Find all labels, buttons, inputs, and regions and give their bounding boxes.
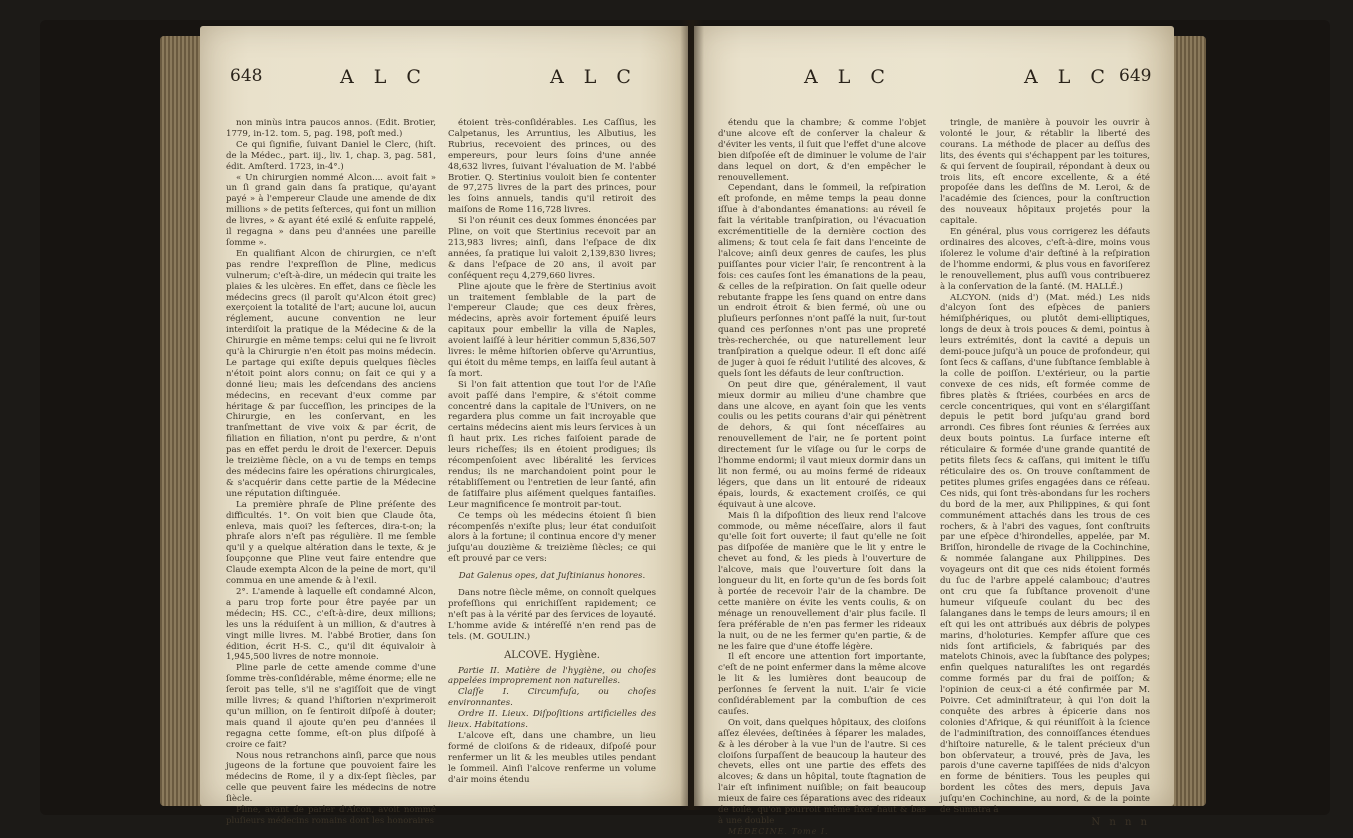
paragraph: Pline ajoute que le frère de Stertinius avoit un traitement ſemblable de la part de l'empereur Claude; que ces deux frères, médecins, après avoir fortement épuiſé leurs capitaux pour embellir la villa de Naples, avoient laiſſé à leur héritier commun 5,836,507 livres: le même hiſtorien obſerve qu'Arruntius, qui étoit du même temps, en laiſſa ſeul autant à ſa mort. <box>448 281 656 379</box>
paragraph: Pline parle de cette amende comme d'une ſomme très-conſidérable, même énorme; elle ne ſeroit pas telle, s'il ne s'agiſſoit que de vingt mille livres; & quand l'hiſtorien n'exprimeroit qu'un million, on ſe ſentiroit diſpoſé à douter; mais quand il ajoute qu'en peu d'années il regagna cette ſomme, eſt-on plus diſpoſé à croire ce fait? <box>226 663 436 750</box>
right-column-1 <box>718 118 926 838</box>
paragraph: Cependant, dans le ſommeil, la reſpiration eſt profonde, en même temps la peau donne iſſue à d'abondantes émanations: au réveil ſe fait la véritable tranſpiration, ou l'évacuation excrémentitielle de la dernière coction des alimens; & tout cela ſe fait dans l'enceinte de l'alcove; ainſi deux genres de cauſes, les plus puiſſantes pour vicier l'air, ſe rencontrent à la fois: ces cauſes ſont les émanations de la peau, & celles de la reſpiration. On ſait quelle odeur rebutante frappe les ſens quand on entre dans un endroit étroit & bien fermé, où une ou pluſieurs perſonnes n'ont paſſé la nuit, ſur-tout quand ces perſonnes n'ont pas une propreté très-recherchée, ou que naturellement leur tranſpiration a quelque odeur. Il eſt donc aiſé de juger à quoi ſe réduit l'utilité des alcoves, & quels ſont les défauts de leur conſtruction. <box>718 183 926 379</box>
right-column-2 <box>940 118 1150 829</box>
paragraph: étoient très-conſidérables. Les Caſſius, les Calpetanus, les Arruntius, les Albutius, les Rubrius, recevoient des princes, ou des empereurs, pour leurs ſoins d'une année 48,632 livres, ſuivant l'évaluation de M. l'abbé Brotier. Q. Stertinius vouloit bien ſe contenter de 97,275 livres de la part des princes, pour les ſoins annuels, tandis qu'il retiroit des maiſons de Rome 116,728 livres. <box>448 118 656 216</box>
running-head: A L C <box>340 66 428 88</box>
right-page <box>694 26 1174 836</box>
paragraph: Si l'on fait attention que tout l'or de l'Aſie avoit paſſé dans l'empire, & s'étoit comme concentré dans la capitale de l'Univers, on ne regardera plus comme un fait incroyable que certains médecins aient mis leurs ſervices à un ſi haut prix. Les riches faiſoient parade de leurs richeſſes; ils en étoient prodigues; ils récompenſoient avec libéralité les ſervices rendus; ils ne marchandoient point pour le rétabliſſement ou l'entretien de leur ſanté, afin de ſatiſfaire plus aiſément quelques fantaiſies. Leur magnificence ſe montroit par-tout. <box>448 379 656 510</box>
paragraph: En général, plus vous corrigerez les défauts ordinaires des alcoves, c'eſt-à-dire, moins vous iſolerez le volume d'air deſtiné à la reſpiration de l'homme endormi, & plus vous en favoriſerez le renouvellement, plus auſſi vous contribuerez à la conſervation de la ſanté. (M. HALLÉ.) <box>940 227 1150 292</box>
paragraph: L'alcove eſt, dans une chambre, un lieu formé de cloiſons & de rideaux, diſpoſé pour renfermer un lit & les meubles utiles pendant le ſommeil. Ainſi l'alcove renferme un volume d'air moins étendu <box>448 730 656 785</box>
paragraph: ALCYON. (nids d') (Mat. méd.) Les nids d'alcyon ſont des eſpèces de paniers hémiſphériques, ou plutôt demi-elliptiques, longs de deux à trois pouces & demi, pointus à leurs extrémités, dont la cavité a depuis un demi-pouce juſqu'à un pouce de profondeur, qui ſont ſecs & caſſans, d'une ſubſtance ſemblable à la colle de poiſſon. L'extérieur, ou la partie convexe de ces nids, eſt formée comme de fibres platès & ſtriées, courbées en arcs de cercle concentriques, qui vont en s'élargiſſant depuis le petit bord juſqu'au grand bord arrondi. Ces fibres ſont réunies & ſerrées aux deux bouts pointus. La ſurface interne eſt réticulaire & formée d'une grande quantité de petits filets ſecs & caſſans, qui imitent le tiſſu réticulaire des os. On trouve conſtamment de petites plumes griſes engagées dans ce réſeau. Ces nids, qui ſont très-abondans ſur les rochers du bord de la mer, aux Philippines, & qui ſont communément attachés dans les trous de ces rochers, & à l'abri des vagues, ſont conſtruits par une eſpèce d'hirondelles, appelée, par M. Briſſon, hirondelle de rivage de la Cochinchine, & nommée ſalangane aux Philippines. Des voyageurs ont dit que ces nids étoient formés du ſuc de l'arbre appelé calambouc; d'autres ont cru que ſa ſubſtance provenoit d'une humeur viſqueuſe coulant du bec des ſalanganes dans le temps de leurs amours; il en eſt qui les ont attribués aux débris de polypes marins, d'holoturies. Kempfer aſſure que ces nids ſont artificiels, & fabriqués par des matelots Chinois, avec la ſubſtance des polypes; enfin quelques naturaliſtes les ont regardés comme formés par du frai de poiſſon; & l'opinion de ceux-ci a été confirmée par M. Poivre. Cet adminiſtrateur, à qui l'on doit la conquête des arbres à épicerie dans nos colonies d'Afrique, & qui réuniſſoit à la ſcience de l'adminiſtration, des connoiſſances étendues d'hiſtoire naturelle, & le talent précieux d'un bon obſervateur, a trouvé, près de Java, les parois d'une caverne tapiſſées de nids d'alcyon en forme de bénitiers. Tous les peuples qui bordent les côtes des mers, depuis Java juſqu'en Cochinchine, au nord, & de la pointe de Sumatra à <box>940 292 1150 816</box>
paragraph: Nous nous retranchons ainſi, parce que nous jugeons de la fortune que pouvoient faire les médecins de Rome, il y a dix-ſept ſiècles, par celle que peuvent faire les médecins de notre ſiècle. <box>226 750 436 805</box>
classification-line: Ordre II. Lieux. Diſpoſitions artificielles des lieux. Habitations. <box>448 709 656 731</box>
running-head-2: A L C <box>1024 66 1112 88</box>
classification-line: Claſſe I. Circumfuſa, ou choſes environnantes. <box>448 687 656 709</box>
left-column-2 <box>448 118 656 785</box>
paragraph: En qualifiant Alcon de chirurgien, ce n'eſt pas rendre l'expreſſion de Pline, medicus vulnerum; c'eſt-à-dire, un médecin qui traite les plaies & les ulcères. En effet, dans ce ſiècle les médecins grecs (il paroît qu'Alcon étoit grec) exerçoient la totalité de l'art; aucune loi, aucun réglement, aucune convention ne leur interdiſoit la pratique de la Médecine & de la Chirurgie en même temps: celui qui ne ſe livroit qu'à la Chirurgie n'en étoit pas moins médecin. Le partage qui exiſte depuis quelques ſiècles n'étoit point alors connu; on ſait ce qui y a donné lieu; mais les deſcendans des anciens médecins, en recevant d'eux comme par héritage & par ſucceſſion, les principes de la Chirurgie, en les conſervant, en les tranſmettant de vive voix & par écrit, de filiation en filiation, n'ont pu perdre, & n'ont pas en effet perdu le droit de l'exercer. Depuis le treizième ſiècle, on a vu de temps en temps des médecins faire les opérations chirurgicales, & s'acquérir dans cette partie de la Médecine une réputation diſtinguée. <box>226 248 436 499</box>
paragraph: Ce temps où les médecins étoient ſi bien récompenſés n'exiſte plus; leur état conduiſoit alors à la fortune; il continua encore d'y mener juſqu'au douzième & treizième ſiècles; ce qui eſt prouvé par ce vers: <box>448 510 656 565</box>
right-page-header <box>694 66 1174 96</box>
paragraph: Pline, avant de parler d'Alcon, avoit nommé pluſieurs médecins romains dont les honoraires <box>226 805 436 826</box>
book-gutter <box>680 20 704 810</box>
left-page-header <box>200 66 688 96</box>
classification-line: Partie II. Matière de l'hygiène, ou choſes appelées improprement non naturelles. <box>448 665 656 687</box>
right-page-edges <box>1170 36 1206 806</box>
running-head: A L C <box>804 66 892 88</box>
paragraph: Il eſt encore une attention fort importante, c'eſt de ne point enfermer dans la même alcove le lit & les lumières dont beaucoup de perſonnes ſe ſervent la nuit. L'air ſe vicie conſidérablement par la combuſtion de ces cauſes. <box>718 652 926 717</box>
paragraph: Ce qui ſignifie, ſuivant Daniel le Clerc, (hiſt. de la Médec., part. iij., liv. 1, chap. 3, pag. 581, édit. Amſterd. 1723, in-4°.) <box>226 139 436 172</box>
left-column-1 <box>226 118 436 827</box>
paragraph: 2°. L'amende à laquelle eſt condamné Alcon, a paru trop forte pour être payée par un médecin; HS. CC., c'eſt-à-dire, deux millions; les uns la réduiſent à un million, & d'autres à vingt mille livres. M. l'abbé Brotier, dans ſon édition, écrit H-S. C., qu'il dit équivaloir à 1,945,500 livres de notre monnoie. <box>226 586 436 663</box>
paragraph: Mais ſi la diſpoſition des lieux rend l'alcove commode, ou même néceſſaire, alors il faut qu'elle ſoit fort ouverte; il faut qu'elle ne ſoit pas diſpoſée de manière que le lit y entre le chevet au fond, & les pieds à l'ouverture de l'alcove, mais que l'ouverture ſoit dans la longueur du lit, en ſorte qu'un de ſes bords ſoit à portée de recevoir l'air de la chambre. De cette manière on évite les vents coulis, & on ménage un renouvellement d'air plus facile. Il ſera préférable de n'en pas fermer les rideaux la nuit, ou de ne les fermer qu'en partie, & de ne les faire que d'une étoffe légère. <box>718 510 926 652</box>
paragraph: tringle, de manière à pouvoir les ouvrir à volonté le jour, & rétablir la liberté des courans. La méthode de placer au deſſus des lits, des évents qui s'échappent par les toitures, & qui ſervent de ſoupirail, répondant à deux ou trois lits, eſt encore excellente, & a été propoſée dans les deſſins de M. Leroi, & de l'académie des ſciences, pour la conſtruction des nouveaux hôpitaux projetés pour la capitale. <box>940 118 1150 227</box>
paragraph: Dans notre ſiècle même, on connoît quelques profeſſions qui enrichiſſent rapidement; ce n'eſt pas à la vérité par des ſervices de loyauté. L'homme avide & intéreſſé n'en rend pas de tels. (M. GOULIN.) <box>448 588 656 642</box>
paragraph: étendu que la chambre; & comme l'objet d'une alcove eſt de conſerver la chaleur & d'éviter les vents, il ſuit que l'effet d'une alcove bien diſpoſée eſt de diminuer le volume de l'air dans lequel on dort, & d'en empêcher le renouvellement. <box>718 118 926 183</box>
paragraph: Si l'on réunit ces deux ſommes énoncées par Pline, on voit que Stertinius recevoit par an 213,983 livres; ainſi, dans l'eſpace de dix années, ſa pratique lui valoit 2,139,830 livres; & dans l'eſpace de 20 ans, il avoit par conſéquent reçu 4,279,660 livres. <box>448 216 656 281</box>
paragraph: On peut dire que, généralement, il vaut mieux dormir au milieu d'une chambre que dans une alcove, en ayant ſoin que les vents coulis ou les petits courans d'air qui pénètrent de dehors, & qui ſont néceſſaires au renouvellement de l'air, ne ſe portent point directement ſur le viſage ou ſur le corps de l'homme endormi; il vaut mieux dormir dans un lit non fermé, ou au moins fermé de rideaux légers, que dans un lit entouré de rideaux épais, lourds, & exactement croiſés, ce qui équivaut à une alcove. <box>718 379 926 510</box>
paragraph: La première phraſe de Pline préſente des difficultés. 1°. On voit bien que Claude ôta, enleva, mais quoi? les ſeſterces, dira-t-on; la phraſe alors n'eſt pas régulière. Il me ſemble qu'il y a quelque altération dans le texte, & je ſoupçonne que Pline veut faire entendre que Claude exempta Alcon de la peine de mort, qu'il commua en une amende & à l'exil. <box>226 499 436 587</box>
left-page-edges <box>160 36 204 806</box>
volume-footer: MÉDECINE. Tome I. <box>728 826 829 836</box>
paragraph: « Un chirurgien nommé Alcon.... avoit fait » un ſi grand gain dans ſa pratique, qu'ayant payé » à l'empereur Claude une amende de dix millions » de petits ſeſterces, qui font un million de livres, » & ayant été exilé & enſuite rappelé, il regagna » dans peu d'années une pareille ſomme ». <box>226 172 436 248</box>
paragraph: non minùs intra paucos annos. (Edit. Brotier, 1779, in-12. tom. 5, pag. 198, poſt med.) <box>226 118 436 139</box>
signature-mark: N n n n <box>1091 817 1150 828</box>
left-page <box>200 26 688 826</box>
section-heading-alcove: ALCOVE. Hygiène. <box>504 649 600 661</box>
paragraph: On voit, dans quelques hôpitaux, des cloiſons aſſez élevées, deſtinées à ſéparer les malades, & à les dérober à la vue l'un de l'autre. Si ces cloiſons ſurpaſſent de beaucoup la hauteur des chevets, elles ont une partie des effets des alcoves; & dans un hôpital, toute ſtagnation de l'air eſt infiniment nuiſible; on fait beaucoup mieux de faire ces ſéparations avec des rideaux de toile, qu'on pourroit même fixer haut & bas à une double <box>718 717 926 826</box>
page-number: 648 <box>230 66 263 86</box>
page-number: 649 <box>1119 66 1152 86</box>
latin-quote: Dat Galenus opes, dat Juſtinianus honores. <box>458 571 646 582</box>
running-head-2: A L C <box>550 66 638 88</box>
